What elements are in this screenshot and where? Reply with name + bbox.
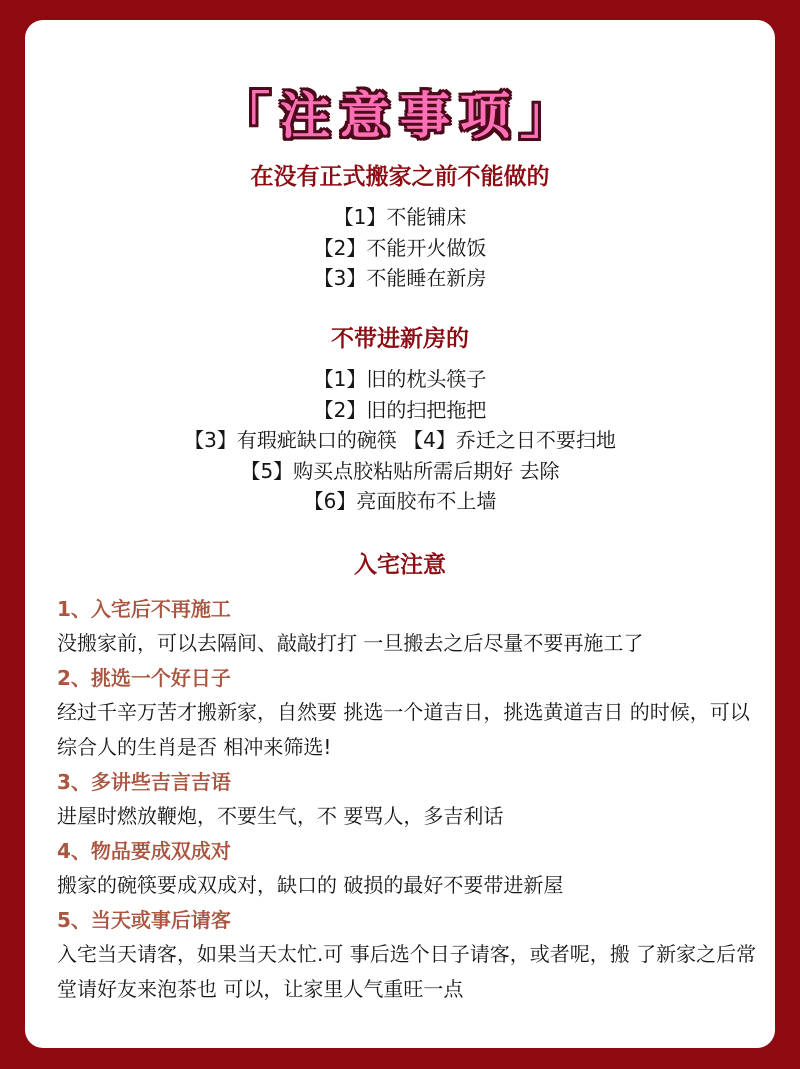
- before-moving-list: [25, 202, 775, 294]
- page-title: 「注意事项」: [220, 87, 580, 145]
- section-heading-move-in: 入宅注意: [354, 552, 446, 578]
- note-title: 1、入宅后不再施工: [57, 597, 231, 621]
- section-heading-before-moving: 在没有正式搬家之前不能做的: [250, 164, 550, 190]
- note-text: 经过千辛万苦才搬新家，自然要 挑选一个道吉日，挑选黄道吉日 的时候，可以综合人的生肖是否 相冲来筛选!: [57, 700, 750, 759]
- not-bring-list: [25, 364, 775, 517]
- note-text: 搬家的碗筷要成双成对，缺口的 破损的最好不要带进新屋: [57, 873, 564, 897]
- list-item: 【1】不能铺床: [333, 205, 467, 229]
- note-title: 5、当天或事后请客: [57, 908, 231, 932]
- note-text: 进屋时燃放鞭炮，不要生气，不 要骂人，多吉利话: [57, 804, 504, 828]
- note-text: 入宅当天请客，如果当天太忙.可 事后选个日子请客，或者呢，搬 了新家之后常堂请好友来泡茶也 可以，让家里人气重旺一点: [57, 942, 757, 1001]
- note-title: 2、挑选一个好日子: [57, 666, 231, 690]
- note-title: 4、物品要成双成对: [57, 839, 231, 863]
- list-item: 【2】不能开火做饭: [313, 235, 487, 260]
- list-item: 【1】旧的枕头筷子: [313, 367, 487, 391]
- list-item: 【5】购买点胶粘贴所需后期好 去除: [240, 458, 560, 483]
- list-item: 【3】不能睡在新房: [313, 266, 487, 290]
- poster-card: [25, 20, 775, 1048]
- move-in-notes: [57, 592, 757, 1007]
- note-text: 没搬家前，可以去隔间、敲敲打打 一旦搬去之后尽量不要再施工了: [57, 631, 644, 655]
- section-heading-not-bring: 不带进新房的: [331, 326, 469, 352]
- list-item: 【3】有瑕疵缺口的碗筷 【4】乔迁之日不要扫地: [184, 428, 616, 452]
- list-item: 【6】亮面胶布不上墙: [303, 489, 497, 513]
- list-item: 【2】旧的扫把拖把: [313, 397, 487, 422]
- note-title: 3、多讲些吉言吉语: [57, 770, 231, 794]
